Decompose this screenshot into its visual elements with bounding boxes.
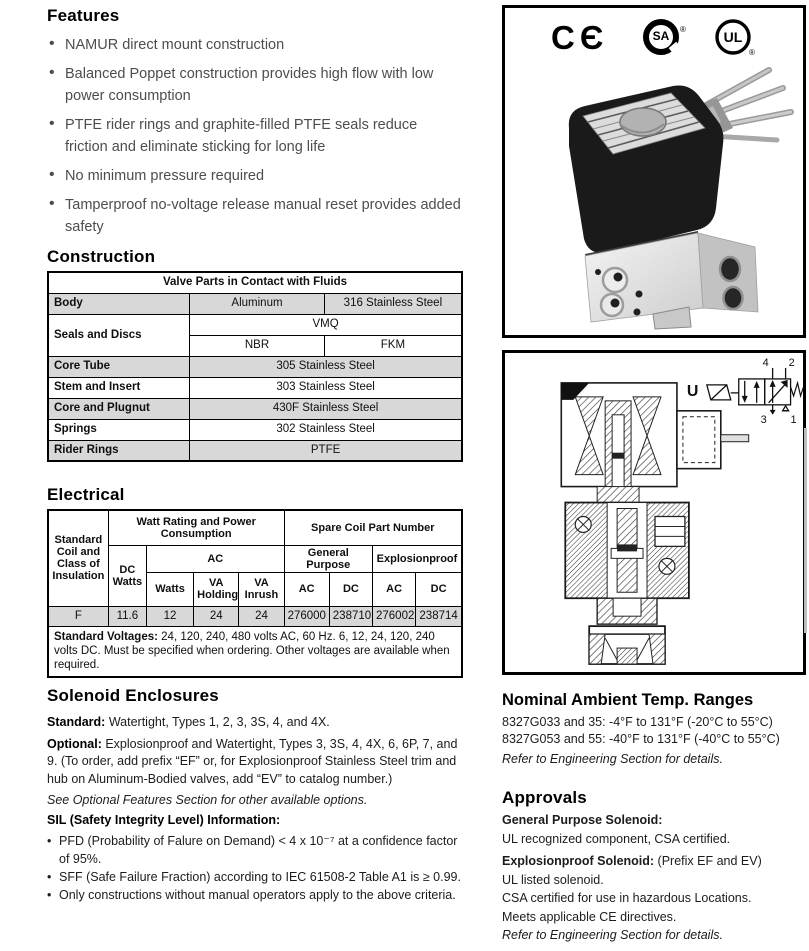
- valve-cross-section-drawing: [505, 353, 803, 672]
- cell: 276000: [284, 606, 329, 626]
- registered-symbol: ®: [749, 48, 755, 57]
- ep-label-text: Explosionproof Solenoid:: [502, 854, 655, 868]
- solenoid-enclosures-heading: Solenoid Enclosures: [47, 686, 219, 705]
- electrical-heading: Electrical: [47, 485, 125, 504]
- cell: NBR: [190, 335, 325, 356]
- features-list: [47, 34, 463, 238]
- table-row: [48, 510, 462, 545]
- feature-item: • No minimum pressure required: [47, 165, 463, 187]
- solenoid-valve-photo: [505, 56, 803, 330]
- port-label-1: 1: [790, 413, 797, 426]
- group-header-ac: AC: [146, 545, 284, 572]
- ep-solenoid-label: [502, 852, 802, 871]
- approvals-line: Meets applicable CE directives.: [502, 909, 677, 924]
- table-row: [48, 545, 462, 572]
- construction-section: [47, 247, 463, 267]
- table-row: [48, 419, 462, 440]
- temp-ranges-heading: Nominal Ambient Temp. Ranges: [502, 691, 754, 709]
- features-heading: Features: [47, 6, 120, 25]
- approvals-section: [502, 788, 802, 945]
- row-label: Core and Plugnut: [48, 398, 190, 419]
- table-row: [48, 377, 462, 398]
- registered-symbol: ®: [680, 25, 686, 34]
- standard-voltages-note: [48, 626, 462, 677]
- col-header: AC: [284, 572, 329, 606]
- feature-item: • NAMUR direct mount construction: [47, 34, 463, 56]
- row-label: Springs: [48, 419, 190, 440]
- electrical-table: [47, 509, 463, 678]
- standard-voltages-label: Standard Voltages:: [54, 630, 158, 643]
- cell: VMQ: [190, 314, 462, 335]
- row-label: Core Tube: [48, 356, 190, 377]
- bottom-cap: [589, 626, 665, 664]
- cell: FKM: [324, 335, 462, 356]
- ce-mark-icon: [551, 19, 615, 55]
- col-header-dc-watts: DC Watts: [108, 545, 146, 606]
- cell: 302 Stainless Steel: [190, 419, 462, 440]
- row-label: Stem and Insert: [48, 377, 190, 398]
- ul-mark-text: UL: [723, 29, 743, 45]
- features-section: [47, 6, 463, 245]
- csa-mark-text: SA: [652, 29, 670, 43]
- symbol-u-label: U: [686, 382, 699, 400]
- port-label-4: 4: [762, 356, 769, 369]
- optional-text: Explosionproof and Watertight, Types 3, 3S, 4, 4X, 6, 6P, 7, and 9. (To order, add prefix “EF” or, for Explosionproof Stainless Steel trim and hub on Aluminum-Bodied valves, add “EV” to catalog number.): [47, 736, 458, 786]
- table-data-row: [48, 606, 462, 626]
- col-header-coil: Standard Coil and Class of Insulation: [48, 510, 108, 606]
- col-header: VA Holding: [194, 572, 239, 606]
- approvals-heading: Approvals: [502, 788, 587, 807]
- construction-table-header: Valve Parts in Contact with Fluids: [48, 272, 462, 293]
- table-row: [48, 293, 462, 314]
- construction-heading: Construction: [47, 247, 156, 266]
- enclosures-see-note: See Optional Features Section for other available options.: [47, 793, 368, 807]
- enclosures-standard-line: [47, 714, 463, 732]
- sil-section: [47, 812, 463, 904]
- temp-range-line: 8327G053 and 55: -40°F to 131°F (-40°C to 55°C): [502, 731, 780, 746]
- sil-heading-label: SIL (Safety Integrity Level) Information:: [47, 813, 281, 827]
- sectioned-valve-body: [565, 503, 689, 625]
- table-row: [48, 272, 462, 293]
- cell: F: [48, 606, 108, 626]
- cell: Aluminum: [190, 293, 325, 314]
- cell: PTFE: [190, 440, 462, 461]
- col-header: Watts: [146, 572, 193, 606]
- col-header: DC: [416, 572, 462, 606]
- approvals-note: Refer to Engineering Section for details.: [502, 928, 723, 942]
- cell: 430F Stainless Steel: [190, 398, 462, 419]
- cell: 276002: [372, 606, 415, 626]
- cell: 303 Stainless Steel: [190, 377, 462, 398]
- col-header: AC: [372, 572, 415, 606]
- ep-label-suffix: (Prefix EF and EV): [654, 854, 762, 868]
- sil-item: • PFD (Probability of Falure on Demand) < 4 x 10⁻⁷ at a confidence factor of 95%.: [47, 832, 463, 868]
- temp-range-line: 8327G033 and 35: -4°F to 131°F (-20°C to 55°C): [502, 715, 773, 729]
- standard-voltages-text: 24, 120, 240, 480 volts AC, 60 Hz. 6, 12, 24, 120, 240 volts DC. Must be specified when ordering. Other voltages are available when required.: [54, 630, 450, 671]
- row-label: Rider Rings: [48, 440, 190, 461]
- table-row: [48, 398, 462, 419]
- port-label-3: 3: [760, 413, 767, 426]
- row-label: Body: [48, 293, 190, 314]
- gp-solenoid-label: [502, 811, 802, 830]
- cross-section-panel: [502, 350, 806, 675]
- col-header: DC: [329, 572, 372, 606]
- table-footnote-row: [48, 626, 462, 677]
- group-header-explosionproof: Explosionproof: [372, 545, 462, 572]
- feature-item: • Tamperproof no-voltage release manual reset provides added safety: [47, 194, 463, 238]
- gp-label-text: General Purpose Solenoid:: [502, 813, 663, 827]
- csa-mark-icon: [641, 17, 687, 57]
- approvals-line: CSA certified for use in hazardous Locations.: [502, 891, 752, 905]
- cell: 11.6: [108, 606, 146, 626]
- ce-mark-text: CЄ: [551, 19, 609, 55]
- sil-item: • SFF (Safe Failure Fraction) according to IEC 61508-2 Table A1 is ≥ 0.99.: [47, 868, 463, 886]
- electrical-section: [47, 485, 463, 505]
- sil-list: [47, 832, 463, 904]
- feature-item: • Balanced Poppet construction provides high flow with low power consumption: [47, 63, 463, 107]
- feature-item: • PTFE rider rings and graphite-filled PTFE seals reduce friction and eliminate sticking for long life: [47, 114, 463, 158]
- table-row: [48, 440, 462, 461]
- table-row: [48, 356, 462, 377]
- cell: 238710: [329, 606, 372, 626]
- table-row: [48, 314, 462, 335]
- gp-solenoid-text: UL recognized component, CSA certified.: [502, 831, 731, 846]
- cell: 238714: [416, 606, 462, 626]
- port-label-2: 2: [788, 356, 795, 369]
- scan-edge-artifact: [804, 428, 807, 633]
- group-header-general-purpose: General Purpose: [284, 545, 372, 572]
- product-photo-panel: [502, 5, 806, 338]
- enclosures-optional-line: [47, 736, 463, 789]
- optional-label: Optional:: [47, 736, 102, 751]
- cell: 24: [239, 606, 284, 626]
- solenoid-enclosures-section: [47, 686, 463, 810]
- group-header-watt: Watt Rating and Power Consumption: [108, 510, 284, 545]
- sil-item: • Only constructions without manual operators apply to the above criteria.: [47, 886, 463, 904]
- temp-ranges-note: Refer to Engineering Section for details.: [502, 752, 723, 766]
- temp-ranges-section: [502, 691, 802, 768]
- construction-table: [47, 271, 463, 462]
- cell: 305 Stainless Steel: [190, 356, 462, 377]
- cell: 316 Stainless Steel: [324, 293, 462, 314]
- col-header: VA Inrush: [239, 572, 284, 606]
- approvals-line: UL listed solenoid.: [502, 872, 604, 887]
- sectioned-solenoid: [561, 383, 748, 503]
- group-header-spare-coil: Spare Coil Part Number: [284, 510, 462, 545]
- standard-label: Standard:: [47, 715, 106, 729]
- standard-text: Watertight, Types 1, 2, 3, 3S, 4, and 4X.: [105, 715, 330, 729]
- certification-marks: [505, 8, 803, 56]
- cell: 24: [194, 606, 239, 626]
- ul-mark-icon: [713, 17, 757, 57]
- row-label: Seals and Discs: [48, 314, 190, 356]
- sil-heading: [47, 812, 463, 830]
- cell: 12: [146, 606, 193, 626]
